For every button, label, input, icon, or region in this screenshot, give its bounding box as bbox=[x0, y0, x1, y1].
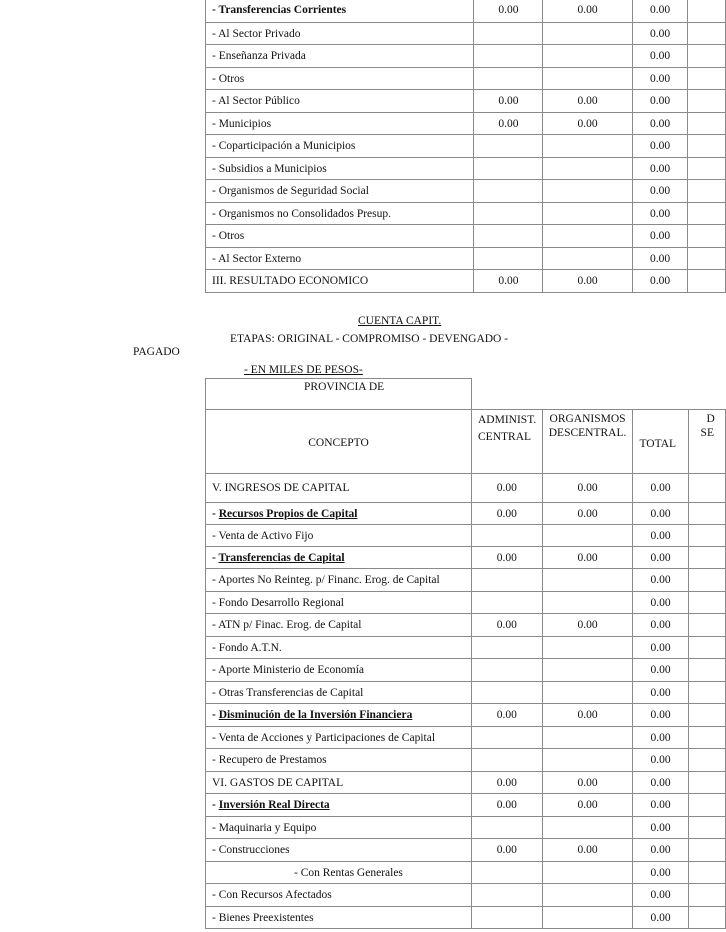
org-value-cell: 0.00 bbox=[542, 704, 633, 727]
org-value-cell bbox=[543, 23, 632, 45]
extra-column-header bbox=[688, 410, 725, 474]
admin-value-cell: 0.00 bbox=[472, 794, 543, 817]
concept-cell: - Recupero de Prestamos bbox=[206, 749, 472, 772]
total-value-cell: 0.00 bbox=[633, 817, 688, 839]
total-value-cell: 0.00 bbox=[633, 503, 688, 525]
admin-value-cell: 0.00 bbox=[472, 474, 543, 503]
concept-cell: VI. GASTOS DE CAPITAL bbox=[206, 772, 472, 794]
concept-cell: - Venta de Activo Fijo bbox=[206, 525, 472, 547]
org-value-cell bbox=[542, 569, 633, 592]
table-row bbox=[206, 817, 726, 839]
table-row bbox=[206, 749, 726, 772]
admin-value-cell: 0.00 bbox=[474, 0, 543, 23]
table-row bbox=[206, 637, 726, 659]
stages-line-continuation: PAGADO bbox=[133, 346, 180, 358]
extra-value-cell bbox=[688, 135, 726, 158]
extra-value-cell bbox=[688, 637, 725, 659]
concept-cell bbox=[206, 503, 472, 525]
concept-cell: - Transferencias Corrientes bbox=[206, 0, 474, 23]
extra-value-cell bbox=[688, 907, 725, 929]
total-value-cell: 0.00 bbox=[633, 659, 688, 682]
concept-cell: - Aporte Ministerio de Economía bbox=[206, 659, 472, 682]
extra-value-cell bbox=[688, 659, 725, 682]
concept-cell: - Al Sector Externo bbox=[206, 248, 474, 270]
total-value-cell: 0.00 bbox=[633, 592, 688, 614]
extra-value-cell bbox=[688, 248, 726, 270]
concept-prefix: - bbox=[212, 709, 219, 721]
total-value-cell: 0.00 bbox=[633, 772, 688, 794]
concept-cell bbox=[206, 704, 472, 727]
concept-cell: - Organismos de Seguridad Social bbox=[206, 180, 474, 203]
table-row bbox=[206, 525, 726, 547]
table-row bbox=[206, 862, 726, 884]
admin-value-cell bbox=[474, 180, 543, 203]
capital-account-table bbox=[205, 378, 726, 929]
table-row bbox=[206, 727, 726, 749]
concept-cell: - Fondo Desarrollo Regional bbox=[206, 592, 472, 614]
org-value-cell bbox=[542, 727, 633, 749]
org-value-cell: 0.00 bbox=[542, 794, 633, 817]
province-cell: PROVINCIA DE bbox=[206, 379, 472, 410]
total-value-cell: 0.00 bbox=[632, 225, 688, 248]
admin-value-cell bbox=[474, 68, 543, 90]
admin-value-cell bbox=[472, 637, 543, 659]
admin-value-cell: 0.00 bbox=[472, 772, 543, 794]
extra-value-cell bbox=[688, 614, 725, 637]
extra-value-cell bbox=[688, 474, 725, 503]
extra-value-cell bbox=[688, 749, 725, 772]
concept-cell: - Venta de Acciones y Participaciones de Capital bbox=[206, 727, 472, 749]
total-value-cell: 0.00 bbox=[633, 547, 688, 569]
concept-cell: - Otras Transferencias de Capital bbox=[206, 682, 472, 704]
total-value-cell: 0.00 bbox=[633, 794, 688, 817]
concept-cell: - Construcciones bbox=[206, 839, 472, 862]
table-row bbox=[206, 135, 726, 158]
table-row bbox=[206, 0, 726, 23]
table-row bbox=[206, 704, 726, 727]
extra-value-cell bbox=[688, 569, 725, 592]
org-value-cell bbox=[543, 180, 632, 203]
stages-line: ETAPAS: ORIGINAL - COMPROMISO - DEVENGADO - bbox=[230, 333, 509, 345]
extra-header-line1: D bbox=[706, 413, 715, 425]
total-value-cell: 0.00 bbox=[633, 704, 688, 727]
admin-value-cell bbox=[472, 682, 543, 704]
extra-value-cell bbox=[688, 158, 726, 180]
extra-value-cell bbox=[688, 0, 726, 23]
org-value-cell: 0.00 bbox=[542, 772, 633, 794]
org-value-cell bbox=[542, 525, 633, 547]
table-row bbox=[206, 884, 726, 907]
total-value-cell: 0.00 bbox=[632, 135, 688, 158]
table-row bbox=[206, 772, 726, 794]
total-value-cell: 0.00 bbox=[633, 637, 688, 659]
total-value-cell: 0.00 bbox=[633, 907, 688, 929]
concept-label: Recursos Propios de Capital bbox=[218, 507, 358, 520]
admin-value-cell bbox=[474, 248, 543, 270]
admin-value-cell bbox=[472, 884, 543, 907]
org-value-cell bbox=[543, 203, 632, 225]
extra-value-cell bbox=[688, 772, 725, 794]
org-value-cell bbox=[543, 45, 632, 68]
total-value-cell: 0.00 bbox=[632, 158, 688, 180]
admin-header-line1: ADMINIST. bbox=[478, 414, 537, 426]
admin-value-cell bbox=[474, 158, 543, 180]
table-row bbox=[206, 682, 726, 704]
concept-cell: - Al Sector Público bbox=[206, 90, 474, 113]
extra-value-cell bbox=[688, 180, 726, 203]
org-value-cell: 0.00 bbox=[542, 839, 633, 862]
table-row bbox=[206, 113, 726, 135]
org-value-cell bbox=[543, 225, 632, 248]
admin-value-cell bbox=[472, 817, 543, 839]
table-row bbox=[206, 248, 726, 270]
table-row bbox=[206, 614, 726, 637]
table-row bbox=[206, 474, 726, 503]
extra-value-cell bbox=[688, 23, 726, 45]
extra-value-cell bbox=[688, 727, 725, 749]
admin-value-cell: 0.00 bbox=[472, 503, 543, 525]
top-table-body bbox=[206, 0, 726, 293]
total-value-cell: 0.00 bbox=[632, 270, 688, 293]
org-header-line1: ORGANISMOS bbox=[549, 413, 626, 425]
concept-cell: - Con Rentas Generales bbox=[206, 862, 472, 884]
concept-column-header: CONCEPTO bbox=[206, 410, 472, 474]
total-value-cell: 0.00 bbox=[632, 203, 688, 225]
org-value-cell: 0.00 bbox=[542, 614, 633, 637]
admin-value-cell bbox=[472, 525, 543, 547]
total-value-cell: 0.00 bbox=[632, 0, 688, 23]
extra-value-cell bbox=[688, 817, 725, 839]
admin-value-cell bbox=[474, 23, 543, 45]
extra-value-cell bbox=[688, 794, 725, 817]
concept-prefix: - bbox=[212, 507, 219, 520]
org-value-cell bbox=[542, 592, 633, 614]
account-title: CUENTA CAPIT. bbox=[358, 315, 442, 327]
table-row bbox=[206, 180, 726, 203]
admin-value-cell bbox=[474, 203, 543, 225]
admin-value-cell bbox=[474, 135, 543, 158]
extra-value-cell bbox=[688, 90, 726, 113]
total-value-cell: 0.00 bbox=[633, 727, 688, 749]
org-value-cell bbox=[543, 158, 632, 180]
total-value-cell: 0.00 bbox=[633, 614, 688, 637]
org-descentral-column-header bbox=[542, 410, 633, 474]
table-row bbox=[206, 503, 726, 525]
admin-header-line2: CENTRAL bbox=[478, 431, 532, 443]
capital-table-body bbox=[206, 474, 726, 929]
concept-prefix: - bbox=[212, 551, 219, 564]
concept-cell bbox=[206, 794, 472, 817]
concept-cell: - Al Sector Privado bbox=[206, 23, 474, 45]
extra-value-cell bbox=[688, 68, 726, 90]
extra-value-cell bbox=[688, 45, 726, 68]
admin-value-cell: 0.00 bbox=[474, 113, 543, 135]
org-value-cell: 0.00 bbox=[542, 474, 633, 503]
concept-label: Disminución de la Inversión Financiera bbox=[218, 709, 413, 721]
province-header-row bbox=[206, 379, 726, 410]
table-row bbox=[206, 659, 726, 682]
extra-value-cell bbox=[688, 547, 725, 569]
extra-value-cell bbox=[688, 525, 725, 547]
extra-value-cell bbox=[688, 862, 725, 884]
extra-value-cell bbox=[688, 270, 726, 293]
concept-cell: - Con Recursos Afectados bbox=[206, 884, 472, 907]
org-value-cell bbox=[542, 862, 633, 884]
admin-value-cell: 0.00 bbox=[474, 90, 543, 113]
admin-central-column-header bbox=[472, 410, 543, 474]
concept-cell: - Municipios bbox=[206, 113, 474, 135]
total-value-cell: 0.00 bbox=[632, 45, 688, 68]
currency-unit-line: - EN MILES DE PESOS- bbox=[244, 364, 363, 376]
table-row bbox=[206, 839, 726, 862]
concept-cell: - Coparticipación a Municipios bbox=[206, 135, 474, 158]
org-value-cell bbox=[542, 884, 633, 907]
org-value-cell: 0.00 bbox=[542, 503, 633, 525]
concept-cell: - Maquinaria y Equipo bbox=[206, 817, 472, 839]
total-value-cell: 0.00 bbox=[633, 839, 688, 862]
table-row bbox=[206, 68, 726, 90]
total-value-cell: 0.00 bbox=[632, 90, 688, 113]
extra-value-cell bbox=[688, 839, 725, 862]
extra-value-cell bbox=[688, 203, 726, 225]
org-value-cell bbox=[542, 817, 633, 839]
extra-value-cell bbox=[688, 884, 725, 907]
admin-value-cell: 0.00 bbox=[472, 704, 543, 727]
concept-prefix: - bbox=[212, 799, 219, 811]
table-row bbox=[206, 45, 726, 68]
admin-value-cell bbox=[472, 592, 543, 614]
org-value-cell: 0.00 bbox=[542, 547, 633, 569]
total-value-cell: 0.00 bbox=[633, 682, 688, 704]
concept-cell: - Enseñanza Privada bbox=[206, 45, 474, 68]
table-row bbox=[206, 90, 726, 113]
extra-value-cell bbox=[688, 113, 726, 135]
admin-value-cell: 0.00 bbox=[474, 270, 543, 293]
table-row bbox=[206, 158, 726, 180]
org-header-line2: DESCENTRAL. bbox=[548, 427, 627, 439]
total-value-cell: 0.00 bbox=[632, 248, 688, 270]
org-value-cell: 0.00 bbox=[543, 0, 632, 23]
total-value-cell: 0.00 bbox=[632, 180, 688, 203]
org-value-cell bbox=[543, 135, 632, 158]
concept-cell: - Organismos no Consolidados Presup. bbox=[206, 203, 474, 225]
extra-header-line2: SE bbox=[700, 427, 714, 439]
admin-value-cell bbox=[472, 862, 543, 884]
admin-value-cell: 0.00 bbox=[472, 547, 543, 569]
total-value-cell: 0.00 bbox=[633, 525, 688, 547]
org-value-cell: 0.00 bbox=[543, 270, 632, 293]
org-value-cell bbox=[542, 749, 633, 772]
total-column-header: TOTAL bbox=[633, 410, 688, 474]
org-value-cell bbox=[542, 659, 633, 682]
table-row bbox=[206, 569, 726, 592]
concept-cell: III. RESULTADO ECONOMICO bbox=[206, 270, 474, 293]
concept-cell bbox=[206, 547, 472, 569]
table-row bbox=[206, 592, 726, 614]
total-value-cell: 0.00 bbox=[632, 68, 688, 90]
extra-value-cell bbox=[688, 225, 726, 248]
extra-value-cell bbox=[688, 592, 725, 614]
admin-value-cell bbox=[474, 45, 543, 68]
extra-value-cell bbox=[688, 503, 725, 525]
total-value-cell: 0.00 bbox=[632, 23, 688, 45]
table-row bbox=[206, 907, 726, 929]
concept-cell: - ATN p/ Finac. Erog. de Capital bbox=[206, 614, 472, 637]
admin-value-cell bbox=[472, 659, 543, 682]
org-value-cell bbox=[542, 907, 633, 929]
admin-value-cell bbox=[472, 727, 543, 749]
total-value-cell: 0.00 bbox=[633, 862, 688, 884]
org-value-cell bbox=[542, 637, 633, 659]
concept-cell: V. INGRESOS DE CAPITAL bbox=[206, 474, 472, 503]
admin-value-cell bbox=[472, 749, 543, 772]
admin-value-cell: 0.00 bbox=[472, 614, 543, 637]
concept-cell: - Aportes No Reinteg. p/ Financ. Erog. de Capital bbox=[206, 569, 472, 592]
concept-cell: - Subsidios a Municipios bbox=[206, 158, 474, 180]
total-value-cell: 0.00 bbox=[632, 113, 688, 135]
admin-value-cell bbox=[472, 569, 543, 592]
org-value-cell bbox=[543, 68, 632, 90]
total-value-cell: 0.00 bbox=[633, 884, 688, 907]
admin-value-cell: 0.00 bbox=[472, 839, 543, 862]
extra-value-cell bbox=[688, 704, 725, 727]
concept-cell: - Fondo A.T.N. bbox=[206, 637, 472, 659]
table-row bbox=[206, 547, 726, 569]
table-row bbox=[206, 270, 726, 293]
extra-value-cell bbox=[688, 682, 725, 704]
total-value-cell: 0.00 bbox=[633, 749, 688, 772]
concept-label: Inversión Real Directa bbox=[218, 799, 330, 811]
admin-value-cell bbox=[474, 225, 543, 248]
table-row bbox=[206, 225, 726, 248]
org-value-cell bbox=[542, 682, 633, 704]
total-value-cell: 0.00 bbox=[633, 569, 688, 592]
table-row bbox=[206, 203, 726, 225]
table-row bbox=[206, 23, 726, 45]
top-budget-table bbox=[205, 0, 726, 293]
org-value-cell bbox=[543, 248, 632, 270]
table-row bbox=[206, 794, 726, 817]
concept-cell: - Bienes Preexistentes bbox=[206, 907, 472, 929]
concept-cell: - Otros bbox=[206, 68, 474, 90]
concept-cell: - Otros bbox=[206, 225, 474, 248]
org-value-cell: 0.00 bbox=[543, 113, 632, 135]
org-value-cell: 0.00 bbox=[543, 90, 632, 113]
column-header-row bbox=[206, 410, 726, 474]
admin-value-cell bbox=[472, 907, 543, 929]
total-value-cell: 0.00 bbox=[633, 474, 688, 503]
concept-label: Transferencias de Capital bbox=[218, 551, 345, 564]
